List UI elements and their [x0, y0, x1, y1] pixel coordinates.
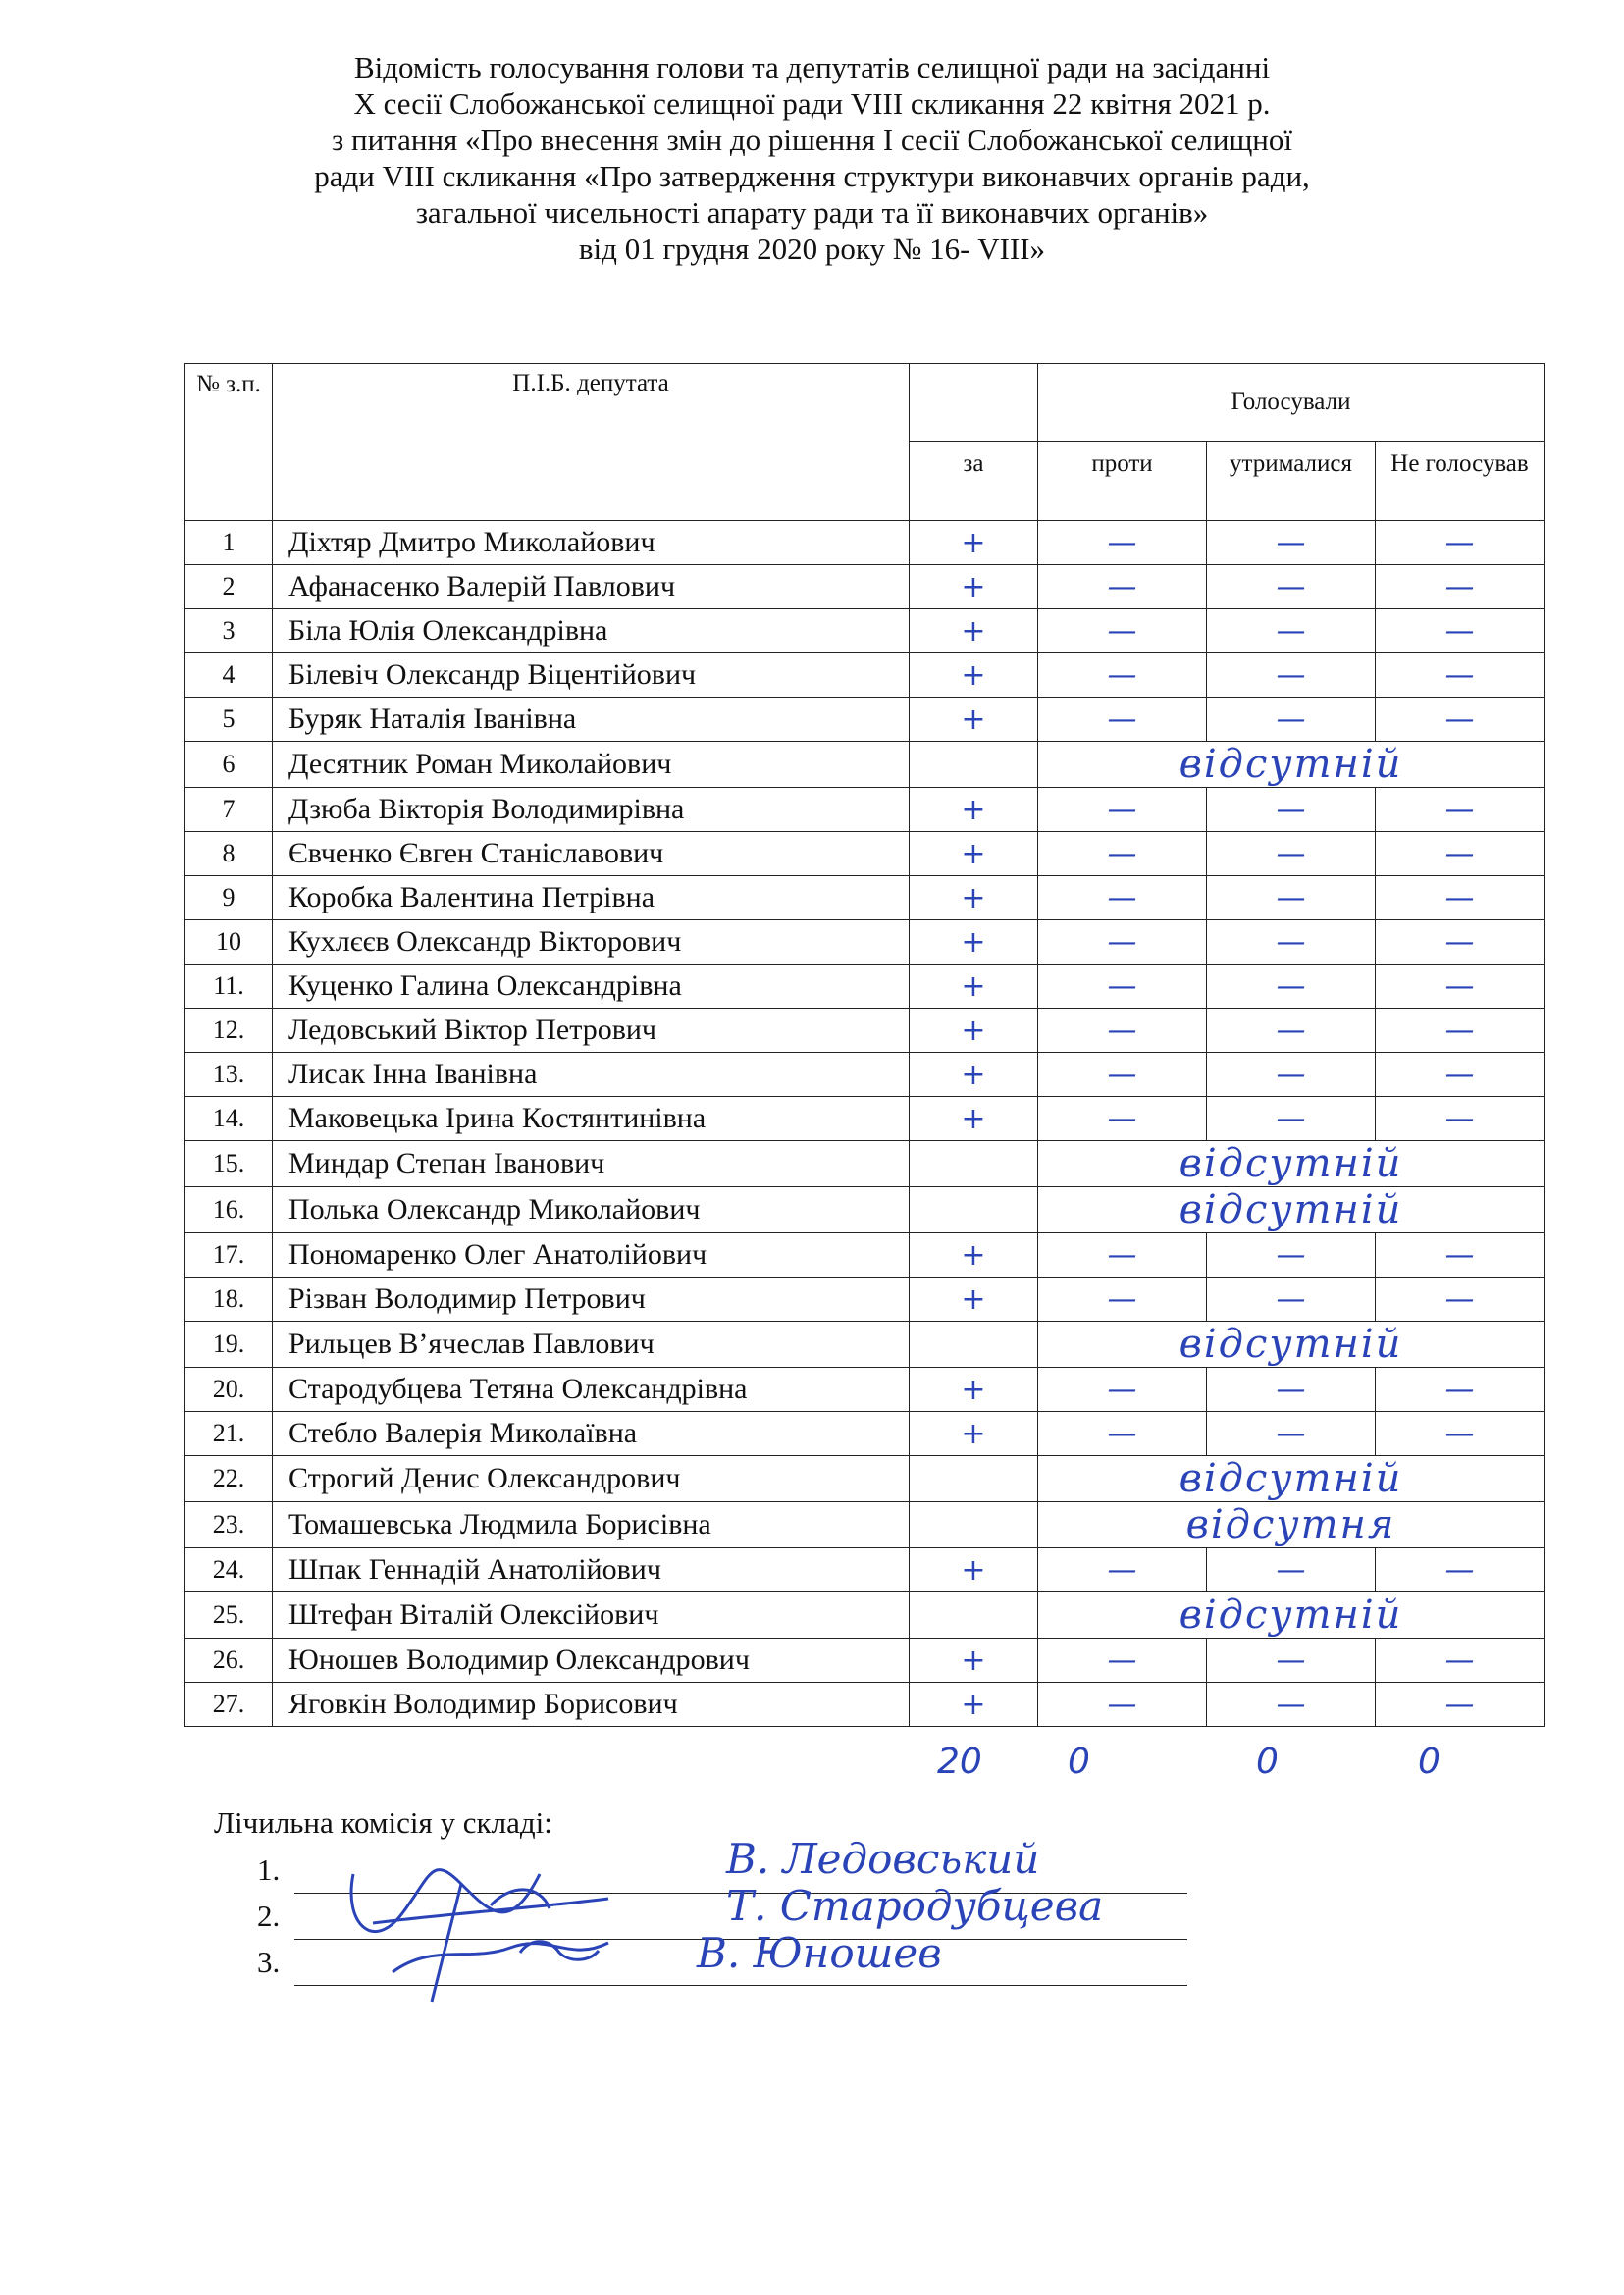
commission-num-2: 2. — [257, 1899, 281, 1933]
vote-utrymalysia: — — [1207, 788, 1376, 832]
row-num: 8 — [185, 832, 273, 876]
vote-utrymalysia: — — [1207, 1009, 1376, 1053]
row-num: 23. — [185, 1502, 273, 1548]
absent-note: відсутній — [1038, 742, 1545, 788]
vote-za: + — [910, 565, 1038, 609]
vote-utrymalysia: — — [1207, 1548, 1376, 1592]
table-row — [185, 1412, 1545, 1456]
row-num: 10 — [185, 920, 273, 965]
header-num: № з.п. — [185, 364, 273, 521]
vote-proty: — — [1038, 1278, 1207, 1322]
total-ne-holosuvav: 0 — [1418, 1742, 1441, 1782]
vote-ne-holosuvav: — — [1376, 1412, 1545, 1456]
row-num: 2 — [185, 565, 273, 609]
title-line-5: загальної чисельності апарату ради та її виконавчих органів» — [415, 195, 1209, 230]
row-num: 16. — [185, 1187, 273, 1233]
document-title — [0, 49, 1624, 267]
vote-za: + — [910, 698, 1038, 742]
vote-ne-holosuvav: — — [1376, 1009, 1545, 1053]
deputy-name: Пономаренко Олег Анатолійович — [273, 1233, 910, 1278]
header-ne-holosuvav: Не голосував — [1376, 442, 1545, 521]
vote-za: + — [910, 1412, 1038, 1456]
vote-utrymalysia: — — [1207, 653, 1376, 698]
deputy-name: Томашевська Людмила Борисівна — [273, 1502, 910, 1548]
vote-proty: — — [1038, 965, 1207, 1009]
row-num: 12. — [185, 1009, 273, 1053]
table-row — [185, 1233, 1545, 1278]
total-za: 20 — [937, 1742, 982, 1782]
deputy-name: Дзюба Вікторія Володимирівна — [273, 788, 910, 832]
vote-ne-holosuvav: — — [1376, 832, 1545, 876]
absent-note: відсутній — [1038, 1456, 1545, 1502]
handwritten-signatures-icon — [314, 1815, 746, 2031]
vote-ne-holosuvav: — — [1376, 1053, 1545, 1097]
row-num: 7 — [185, 788, 273, 832]
title-line-1: Відомість голосування голови та депутатів селищної ради на засіданні — [353, 50, 1271, 84]
table-row — [185, 1639, 1545, 1683]
table-row — [185, 1548, 1545, 1592]
vote-utrymalysia: — — [1207, 1412, 1376, 1456]
vote-proty: — — [1038, 832, 1207, 876]
vote-proty: — — [1038, 920, 1207, 965]
vote-proty: — — [1038, 1009, 1207, 1053]
total-proty: 0 — [1068, 1742, 1090, 1782]
vote-utrymalysia: — — [1207, 965, 1376, 1009]
vote-ne-holosuvav: — — [1376, 876, 1545, 920]
deputy-name: Полька Олександр Миколайович — [273, 1187, 910, 1233]
vote-za: + — [910, 1683, 1038, 1727]
vote-proty: — — [1038, 876, 1207, 920]
row-num: 26. — [185, 1639, 273, 1683]
voting-table — [184, 363, 1545, 1727]
row-num: 17. — [185, 1233, 273, 1278]
vote-utrymalysia: — — [1207, 920, 1376, 965]
vote-ne-holosuvav: — — [1376, 698, 1545, 742]
table-row — [185, 742, 1545, 788]
table-row — [185, 1097, 1545, 1141]
row-num: 1 — [185, 521, 273, 565]
deputy-name: Буряк Наталія Іванівна — [273, 698, 910, 742]
title-line-2: X сесії Слобожанської селищної ради VIII скликання 22 квітня 2021 р. — [353, 86, 1271, 121]
absent-note: відсутній — [1038, 1141, 1545, 1187]
vote-ne-holosuvav: — — [1376, 920, 1545, 965]
row-num: 9 — [185, 876, 273, 920]
vote-utrymalysia: — — [1207, 565, 1376, 609]
table-row — [185, 832, 1545, 876]
vote-utrymalysia: — — [1207, 698, 1376, 742]
table-row — [185, 920, 1545, 965]
vote-utrymalysia: — — [1207, 521, 1376, 565]
vote-ne-holosuvav: — — [1376, 788, 1545, 832]
row-num: 11. — [185, 965, 273, 1009]
row-num: 3 — [185, 609, 273, 653]
table-row — [185, 1502, 1545, 1548]
vote-za: + — [910, 1233, 1038, 1278]
commission-member-3: В. Юношев — [697, 1929, 942, 1977]
vote-za: + — [910, 876, 1038, 920]
deputy-name: Яговкін Володимир Борисович — [273, 1683, 910, 1727]
vote-proty: — — [1038, 788, 1207, 832]
header-utrymalysia: утрималися — [1207, 442, 1376, 521]
deputy-name: Біла Юлія Олександрівна — [273, 609, 910, 653]
vote-ne-holosuvav: — — [1376, 1097, 1545, 1141]
vote-ne-holosuvav: — — [1376, 1548, 1545, 1592]
deputy-name: Юношев Володимир Олександрович — [273, 1639, 910, 1683]
vote-za — [910, 1141, 1038, 1187]
vote-za: + — [910, 920, 1038, 965]
deputy-name: Коробка Валентина Петрівна — [273, 876, 910, 920]
table-row — [185, 653, 1545, 698]
row-num: 19. — [185, 1322, 273, 1368]
table-row — [185, 698, 1545, 742]
deputy-name: Миндар Степан Іванович — [273, 1141, 910, 1187]
absent-note: відсутній — [1038, 1187, 1545, 1233]
vote-utrymalysia: — — [1207, 1233, 1376, 1278]
table-row — [185, 1683, 1545, 1727]
vote-ne-holosuvav: — — [1376, 1233, 1545, 1278]
row-num: 27. — [185, 1683, 273, 1727]
vote-utrymalysia: — — [1207, 1053, 1376, 1097]
row-num: 5 — [185, 698, 273, 742]
vote-proty: — — [1038, 653, 1207, 698]
deputy-name: Білевіч Олександр Віцентійович — [273, 653, 910, 698]
vote-za — [910, 1187, 1038, 1233]
table-row — [185, 1187, 1545, 1233]
vote-utrymalysia: — — [1207, 1683, 1376, 1727]
row-num: 21. — [185, 1412, 273, 1456]
vote-ne-holosuvav: — — [1376, 1278, 1545, 1322]
vote-utrymalysia: — — [1207, 1639, 1376, 1683]
vote-za: + — [910, 1548, 1038, 1592]
deputy-name: Стебло Валерія Миколаївна — [273, 1412, 910, 1456]
vote-proty: — — [1038, 1683, 1207, 1727]
vote-za: + — [910, 965, 1038, 1009]
vote-utrymalysia: — — [1207, 1278, 1376, 1322]
absent-note: відсутній — [1038, 1592, 1545, 1639]
total-utrymalysia: 0 — [1256, 1742, 1279, 1782]
row-num: 20. — [185, 1368, 273, 1412]
vote-proty: — — [1038, 698, 1207, 742]
vote-za: + — [910, 1639, 1038, 1683]
vote-proty: — — [1038, 1097, 1207, 1141]
vote-utrymalysia: — — [1207, 876, 1376, 920]
vote-za — [910, 1592, 1038, 1639]
vote-za: + — [910, 788, 1038, 832]
vote-ne-holosuvav: — — [1376, 653, 1545, 698]
vote-za: + — [910, 1278, 1038, 1322]
table-row — [185, 1456, 1545, 1502]
vote-za: + — [910, 1097, 1038, 1141]
vote-ne-holosuvav: — — [1376, 565, 1545, 609]
vote-utrymalysia: — — [1207, 609, 1376, 653]
commission-member-2: Т. Стародубцева — [726, 1882, 1104, 1930]
deputy-name: Різван Володимир Петрович — [273, 1278, 910, 1322]
commission-label: Лічильна комісія у складі: — [214, 1805, 552, 1840]
table-row — [185, 1141, 1545, 1187]
table-row — [185, 1053, 1545, 1097]
vote-ne-holosuvav: — — [1376, 1683, 1545, 1727]
deputy-name: Ледовський Віктор Петрович — [273, 1009, 910, 1053]
vote-utrymalysia: — — [1207, 1097, 1376, 1141]
table-row — [185, 1009, 1545, 1053]
deputy-name: Стародубцева Тетяна Олександрівна — [273, 1368, 910, 1412]
vote-za — [910, 1322, 1038, 1368]
vote-za — [910, 1456, 1038, 1502]
deputy-name: Рильцев В’ячеслав Павлович — [273, 1322, 910, 1368]
row-num: 25. — [185, 1592, 273, 1639]
table-row — [185, 521, 1545, 565]
deputy-name: Афанасенко Валерій Павлович — [273, 565, 910, 609]
vote-proty: — — [1038, 521, 1207, 565]
vote-za — [910, 1502, 1038, 1548]
commission-member-1: В. Ледовський — [726, 1835, 1040, 1883]
absent-note: відсутня — [1038, 1502, 1545, 1548]
header-blank — [910, 364, 1038, 442]
deputy-name: Десятник Роман Миколайович — [273, 742, 910, 788]
vote-za — [910, 742, 1038, 788]
vote-za: + — [910, 653, 1038, 698]
vote-za: + — [910, 1053, 1038, 1097]
vote-utrymalysia: — — [1207, 1368, 1376, 1412]
row-num: 24. — [185, 1548, 273, 1592]
row-num: 18. — [185, 1278, 273, 1322]
deputy-name: Маковецька Ірина Костянтинівна — [273, 1097, 910, 1141]
vote-proty: — — [1038, 1233, 1207, 1278]
table-row — [185, 965, 1545, 1009]
row-num: 14. — [185, 1097, 273, 1141]
table-row — [185, 609, 1545, 653]
vote-ne-holosuvav: — — [1376, 1639, 1545, 1683]
deputy-name: Діхтяр Дмитро Миколайович — [273, 521, 910, 565]
header-proty: проти — [1038, 442, 1207, 521]
header-voted: Голосували — [1038, 364, 1545, 442]
absent-note: відсутній — [1038, 1322, 1545, 1368]
vote-ne-holosuvav: — — [1376, 1368, 1545, 1412]
vote-za: + — [910, 609, 1038, 653]
vote-za: + — [910, 1368, 1038, 1412]
row-num: 22. — [185, 1456, 273, 1502]
vote-za: + — [910, 521, 1038, 565]
deputy-name: Кухлєєв Олександр Вікторович — [273, 920, 910, 965]
row-num: 4 — [185, 653, 273, 698]
table-row — [185, 1322, 1545, 1368]
vote-proty: — — [1038, 1053, 1207, 1097]
vote-za: + — [910, 832, 1038, 876]
deputy-name: Куценко Галина Олександрівна — [273, 965, 910, 1009]
commission-num-3: 3. — [257, 1945, 281, 1979]
commission-num-1: 1. — [257, 1852, 281, 1887]
deputy-name: Шпак Геннадій Анатолійович — [273, 1548, 910, 1592]
vote-utrymalysia: — — [1207, 832, 1376, 876]
vote-ne-holosuvav: — — [1376, 965, 1545, 1009]
deputy-name: Лисак Інна Іванівна — [273, 1053, 910, 1097]
deputy-name: Штефан Віталій Олексійович — [273, 1592, 910, 1639]
vote-proty: — — [1038, 565, 1207, 609]
table-row — [185, 1278, 1545, 1322]
header-za: за — [910, 442, 1038, 521]
title-line-3: з питання «Про внесення змін до рішення I сесії Слобожанської селищної — [331, 123, 1293, 157]
table-row — [185, 876, 1545, 920]
header-name: П.І.Б. депутата — [273, 364, 910, 521]
vote-ne-holosuvav: — — [1376, 609, 1545, 653]
vote-proty: — — [1038, 1368, 1207, 1412]
vote-ne-holosuvav: — — [1376, 521, 1545, 565]
row-num: 6 — [185, 742, 273, 788]
vote-proty: — — [1038, 609, 1207, 653]
row-num: 13. — [185, 1053, 273, 1097]
table-row — [185, 1592, 1545, 1639]
deputy-name: Строгий Денис Олександрович — [273, 1456, 910, 1502]
row-num: 15. — [185, 1141, 273, 1187]
table-row — [185, 788, 1545, 832]
title-line-6: від 01 грудня 2020 року № 16- VIII» — [578, 232, 1046, 266]
table-row — [185, 1368, 1545, 1412]
vote-proty: — — [1038, 1639, 1207, 1683]
vote-proty: — — [1038, 1412, 1207, 1456]
title-line-4: ради VIII скликання «Про затвердження структури виконавчих органів ради, — [314, 159, 1310, 193]
vote-za: + — [910, 1009, 1038, 1053]
table-row — [185, 565, 1545, 609]
deputy-name: Євченко Євген Станіславович — [273, 832, 910, 876]
vote-proty: — — [1038, 1548, 1207, 1592]
